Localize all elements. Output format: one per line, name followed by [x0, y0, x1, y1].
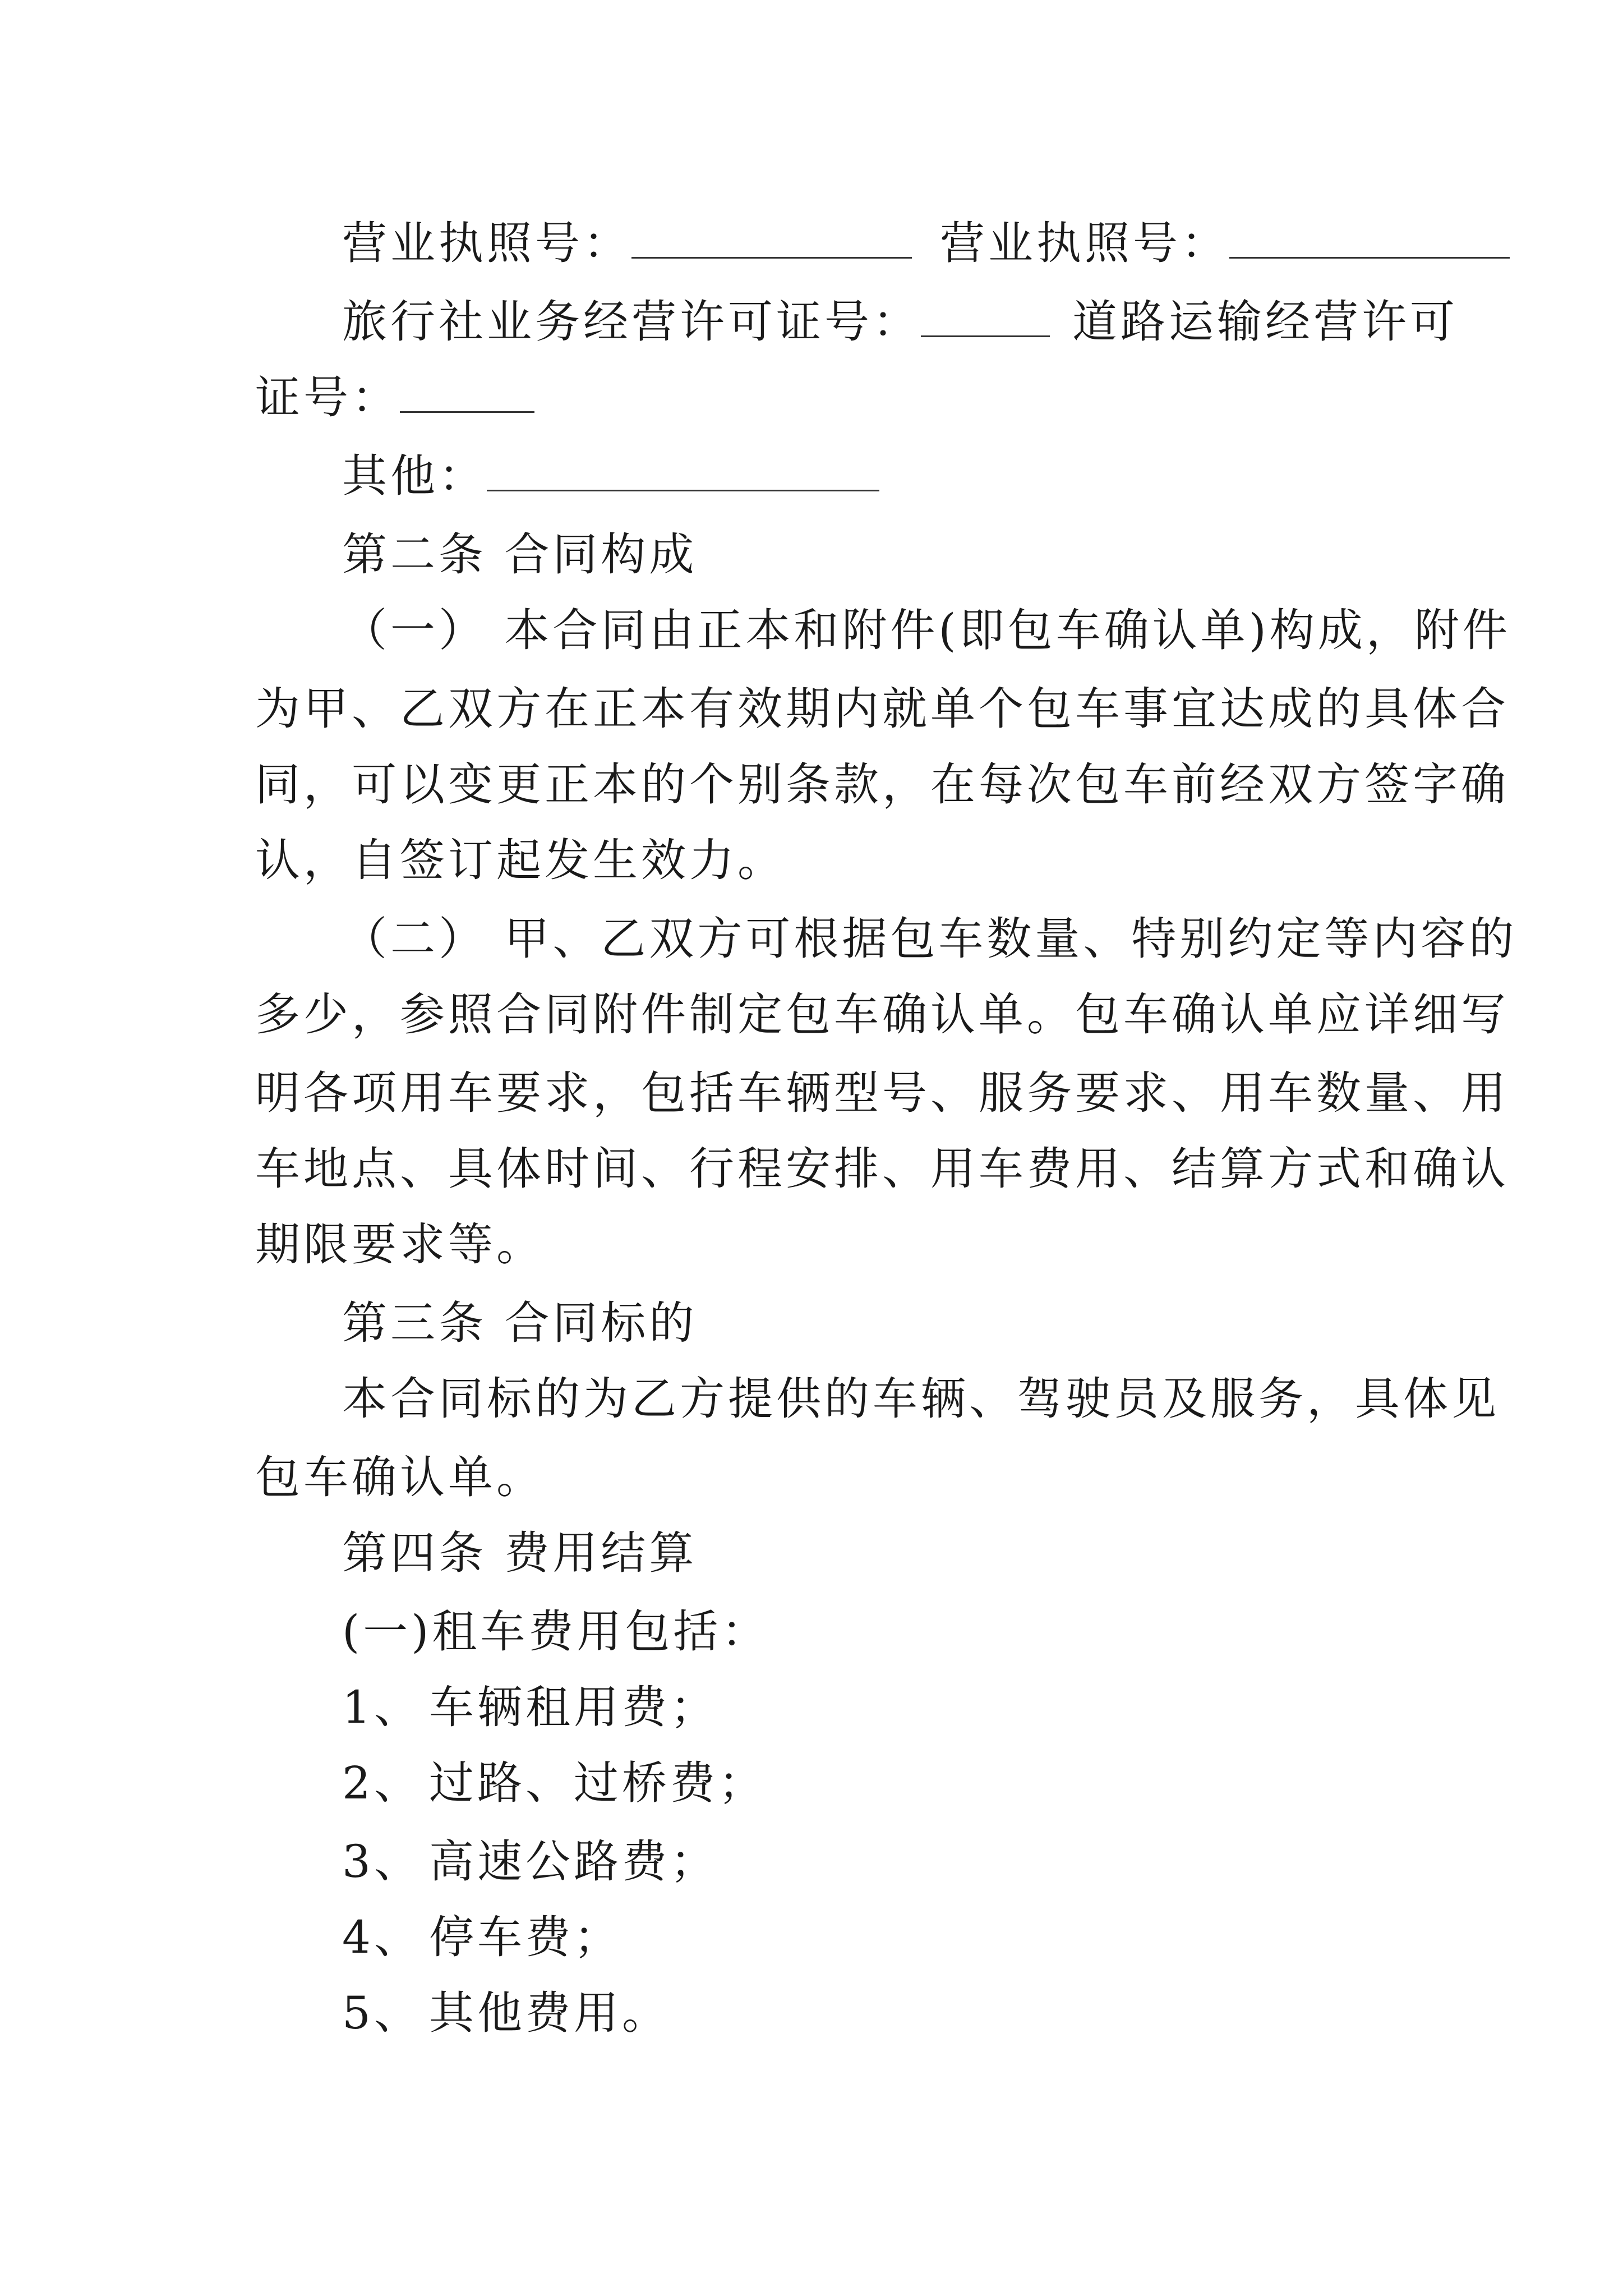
fee-item: [342, 1669, 1396, 1746]
article3-line2: 包车确认单。: [255, 1451, 545, 1503]
fee-item-text: 其他费用。: [429, 1987, 670, 2039]
permit-row: [342, 283, 1458, 361]
article2-clause2-line3: 明各项用车要求，包括车辆型号、服务要求、用车数量、用: [255, 1067, 1509, 1119]
article2-clause2-line2: 多少，参照合同附件制定包车确认单。包车确认单应详细写: [255, 988, 1509, 1041]
travel-permit-blank: [921, 303, 1050, 337]
license-b-blank: [1229, 224, 1510, 259]
road-permit-label: 道路运输经营许可: [1072, 296, 1458, 348]
article2-clause1-line3: 同，可以变更正本的个别条款，在每次包车前经双方签字确: [255, 758, 1509, 811]
license-b-label: 营业执照号：: [940, 217, 1229, 269]
license-a-label: 营业执照号：: [342, 217, 631, 269]
travel-permit-label: 旅行社业务经营许可证号：: [342, 296, 921, 348]
fee-item: [342, 1899, 1396, 1976]
license-number-row: [342, 205, 1396, 282]
article4-title: 第四条 费用结算: [342, 1527, 698, 1579]
fee-item-text: 车辆租用费；: [429, 1681, 718, 1733]
fee-item-text: 高速公路费；: [429, 1835, 718, 1888]
other-blank: [487, 457, 879, 491]
fee-item-number: 1、: [342, 1681, 422, 1733]
fee-item-number: 3、: [342, 1835, 422, 1888]
fee-item-number: 2、: [342, 1757, 422, 1809]
article3-title: 第三条 合同标的: [342, 1297, 698, 1349]
fee-item: [342, 1745, 1396, 1822]
article2-title: 第二条 合同构成: [342, 528, 698, 581]
fee-item: [342, 1975, 1396, 2052]
fee-item-number: 5、: [342, 1987, 422, 2039]
article2-clause1-line1: （一） 本合同由正本和附件(即包车确认单)构成，附件: [342, 604, 1511, 656]
other-label: 其他：: [342, 450, 487, 502]
fee-item: [342, 1823, 1396, 1901]
road-permit-label-cont: 证号：: [255, 371, 400, 424]
license-a-blank: [631, 224, 912, 259]
article4-subtitle: (一)租车费用包括：: [342, 1605, 770, 1658]
article3-line1: 本合同标的为乙方提供的车辆、驾驶员及服务，具体见: [342, 1373, 1500, 1425]
other-row: [342, 438, 1396, 515]
permit-row-cont: [255, 359, 1394, 436]
article2-clause2-line4: 车地点、具体时间、行程安排、用车费用、结算方式和确认: [255, 1143, 1509, 1195]
road-permit-blank: [400, 379, 534, 413]
article2-clause1-line4: 认，自签订起发生效力。: [255, 834, 786, 886]
fee-item-number: 4、: [342, 1911, 422, 1963]
article2-clause1-line2: 为甲、乙双方在正本有效期内就单个包车事宜达成的具体合: [255, 683, 1509, 735]
fee-item-text: 停车费；: [429, 1911, 622, 1963]
article2-clause2-line5: 期限要求等。: [255, 1218, 545, 1271]
fee-item-text: 过路、过桥费；: [429, 1757, 767, 1809]
article2-clause2-line1: （二） 甲、乙双方可根据包车数量、特别约定等内容的: [342, 913, 1518, 965]
